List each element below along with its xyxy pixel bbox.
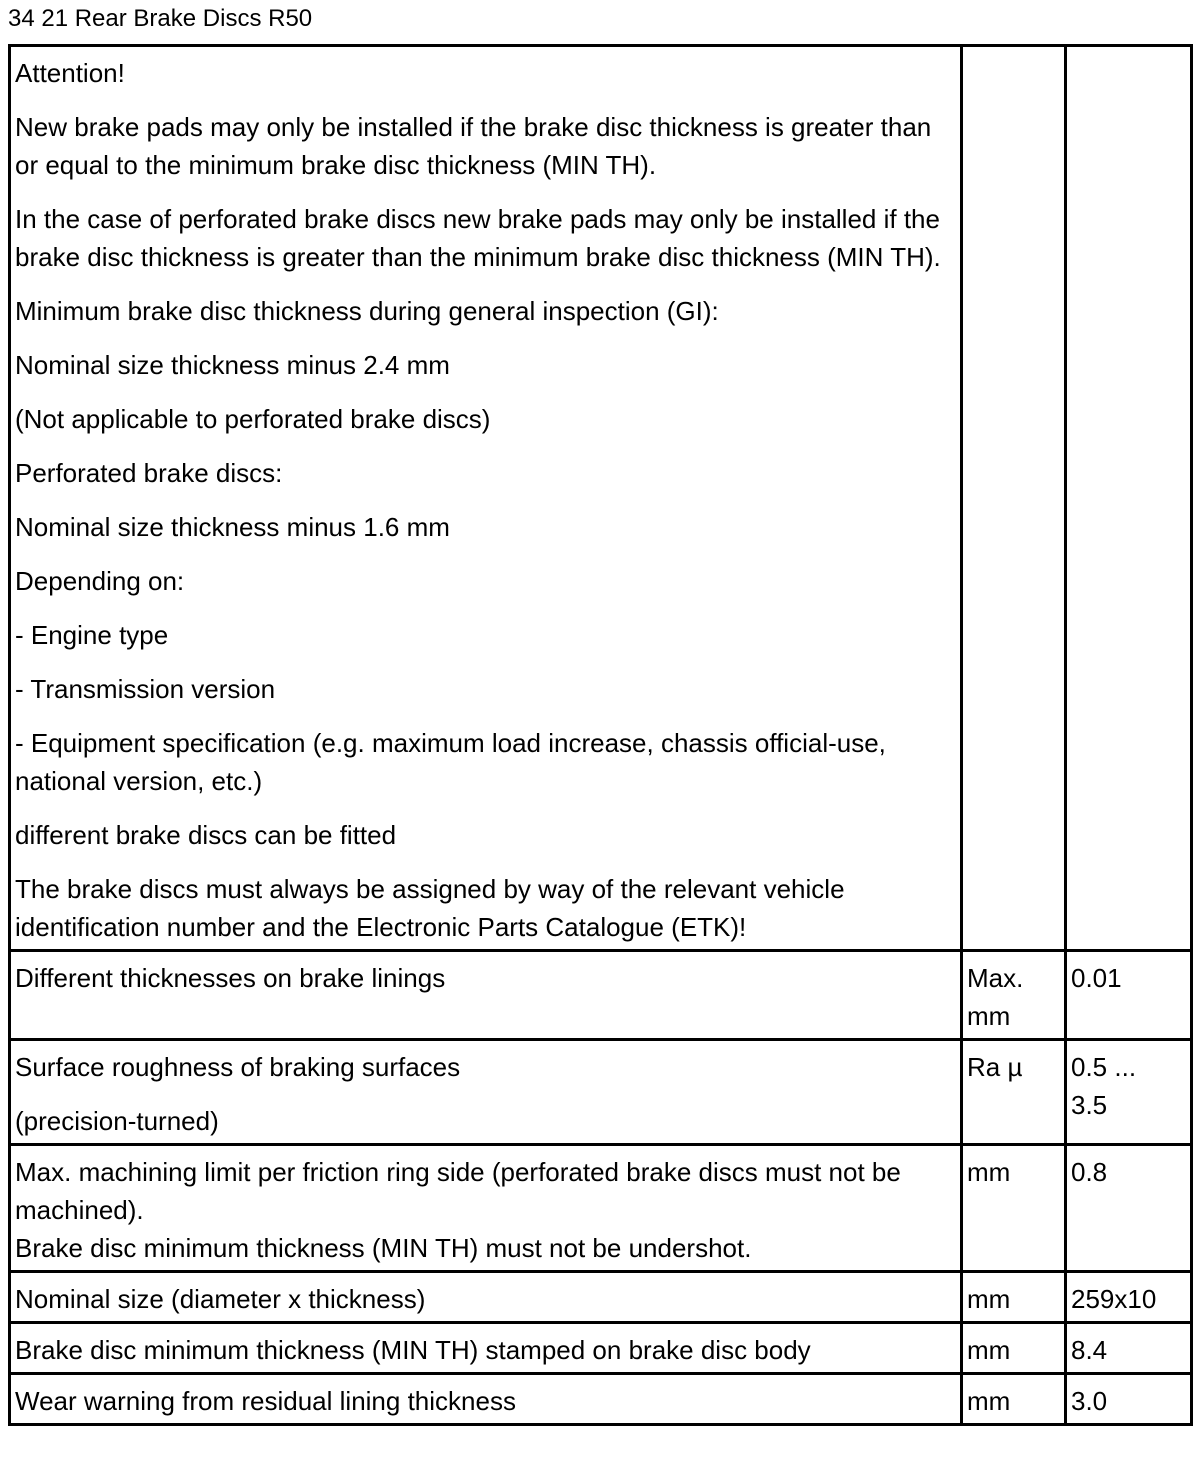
notes-unit-cell bbox=[962, 46, 1066, 951]
row-unit: mm bbox=[967, 1284, 1011, 1314]
table-row bbox=[10, 1323, 1192, 1374]
table-row bbox=[10, 1272, 1192, 1323]
brake-disc-spec-table bbox=[8, 44, 1193, 1426]
row-value: 3.0 bbox=[1071, 1386, 1108, 1416]
notes-paragraph: - Transmission version bbox=[15, 674, 276, 704]
description-cell bbox=[10, 1145, 962, 1272]
notes-paragraph: The brake discs must always be assigned by way of the relevant vehicle identification number and the Electronic Parts Catalogue (ETK)! bbox=[15, 874, 845, 942]
unit-cell bbox=[962, 1145, 1066, 1272]
notes-paragraph: Attention! bbox=[15, 58, 125, 88]
row-unit: Max. mm bbox=[967, 963, 1024, 1031]
value-cell bbox=[1066, 1145, 1192, 1272]
description-cell bbox=[10, 1323, 962, 1374]
value-cell bbox=[1066, 1272, 1192, 1323]
notes-paragraph: Depending on: bbox=[15, 566, 185, 596]
row-description: Brake disc minimum thickness (MIN TH) stamped on brake disc body bbox=[15, 1335, 811, 1365]
row-unit: mm bbox=[967, 1335, 1011, 1365]
row-unit: mm bbox=[967, 1386, 1011, 1416]
notes-paragraph: - Engine type bbox=[15, 620, 169, 650]
description-cell bbox=[10, 1040, 962, 1145]
unit-cell bbox=[962, 1374, 1066, 1425]
unit-cell bbox=[962, 1272, 1066, 1323]
notes-paragraph: In the case of perforated brake discs new brake pads may only be installed if the brake disc thickness is greater than the minimum brake disc thickness (MIN TH). bbox=[15, 204, 941, 272]
unit-cell bbox=[962, 1040, 1066, 1145]
row-description: (precision-turned) bbox=[15, 1106, 219, 1136]
row-unit: Ra µ bbox=[967, 1052, 1023, 1082]
notes-row bbox=[10, 46, 1192, 951]
row-value: 8.4 bbox=[1071, 1335, 1108, 1365]
notes-paragraph: New brake pads may only be installed if the brake disc thickness is greater than or equal to the minimum brake disc thickness (MIN TH). bbox=[15, 112, 932, 180]
unit-cell bbox=[962, 951, 1066, 1040]
document-title: 34 21 Rear Brake Discs R50 bbox=[8, 5, 313, 32]
notes-value-cell bbox=[1066, 46, 1192, 951]
row-value: 0.8 bbox=[1071, 1157, 1108, 1187]
row-value: 259x10 bbox=[1071, 1284, 1157, 1314]
row-unit: mm bbox=[967, 1157, 1011, 1187]
value-cell bbox=[1066, 951, 1192, 1040]
row-description: Wear warning from residual lining thickness bbox=[15, 1386, 516, 1416]
value-cell bbox=[1066, 1040, 1192, 1145]
notes-paragraph: (Not applicable to perforated brake discs) bbox=[15, 404, 491, 434]
notes-paragraph: Nominal size thickness minus 1.6 mm bbox=[15, 512, 450, 542]
row-value: 0.01 bbox=[1071, 963, 1122, 993]
notes-paragraph: Perforated brake discs: bbox=[15, 458, 283, 488]
notes-paragraph: - Equipment specification (e.g. maximum load increase, chassis official-use, national version, etc.) bbox=[15, 728, 886, 796]
notes-paragraph: different brake discs can be fitted bbox=[15, 820, 397, 850]
table-row bbox=[10, 951, 1192, 1040]
notes-paragraph: Nominal size thickness minus 2.4 mm bbox=[15, 350, 450, 380]
row-description: Surface roughness of braking surfaces bbox=[15, 1052, 461, 1082]
notes-paragraph: Minimum brake disc thickness during general inspection (GI): bbox=[15, 296, 719, 326]
row-description: Nominal size (diameter x thickness) bbox=[15, 1284, 426, 1314]
unit-cell bbox=[962, 1323, 1066, 1374]
notes-cell bbox=[10, 46, 962, 951]
table-row bbox=[10, 1374, 1192, 1425]
value-cell bbox=[1066, 1374, 1192, 1425]
table-row bbox=[10, 1145, 1192, 1272]
row-description: Different thicknesses on brake linings bbox=[15, 963, 446, 993]
table-row bbox=[10, 1040, 1192, 1145]
row-value: 0.5 ... 3.5 bbox=[1071, 1052, 1137, 1120]
description-cell bbox=[10, 1374, 962, 1425]
value-cell bbox=[1066, 1323, 1192, 1374]
description-cell bbox=[10, 1272, 962, 1323]
description-cell bbox=[10, 951, 962, 1040]
row-description: Max. machining limit per friction ring side (perforated brake discs must not be machined). Brake disc minimum thickness (MIN TH) must not be undershot. bbox=[15, 1157, 901, 1263]
